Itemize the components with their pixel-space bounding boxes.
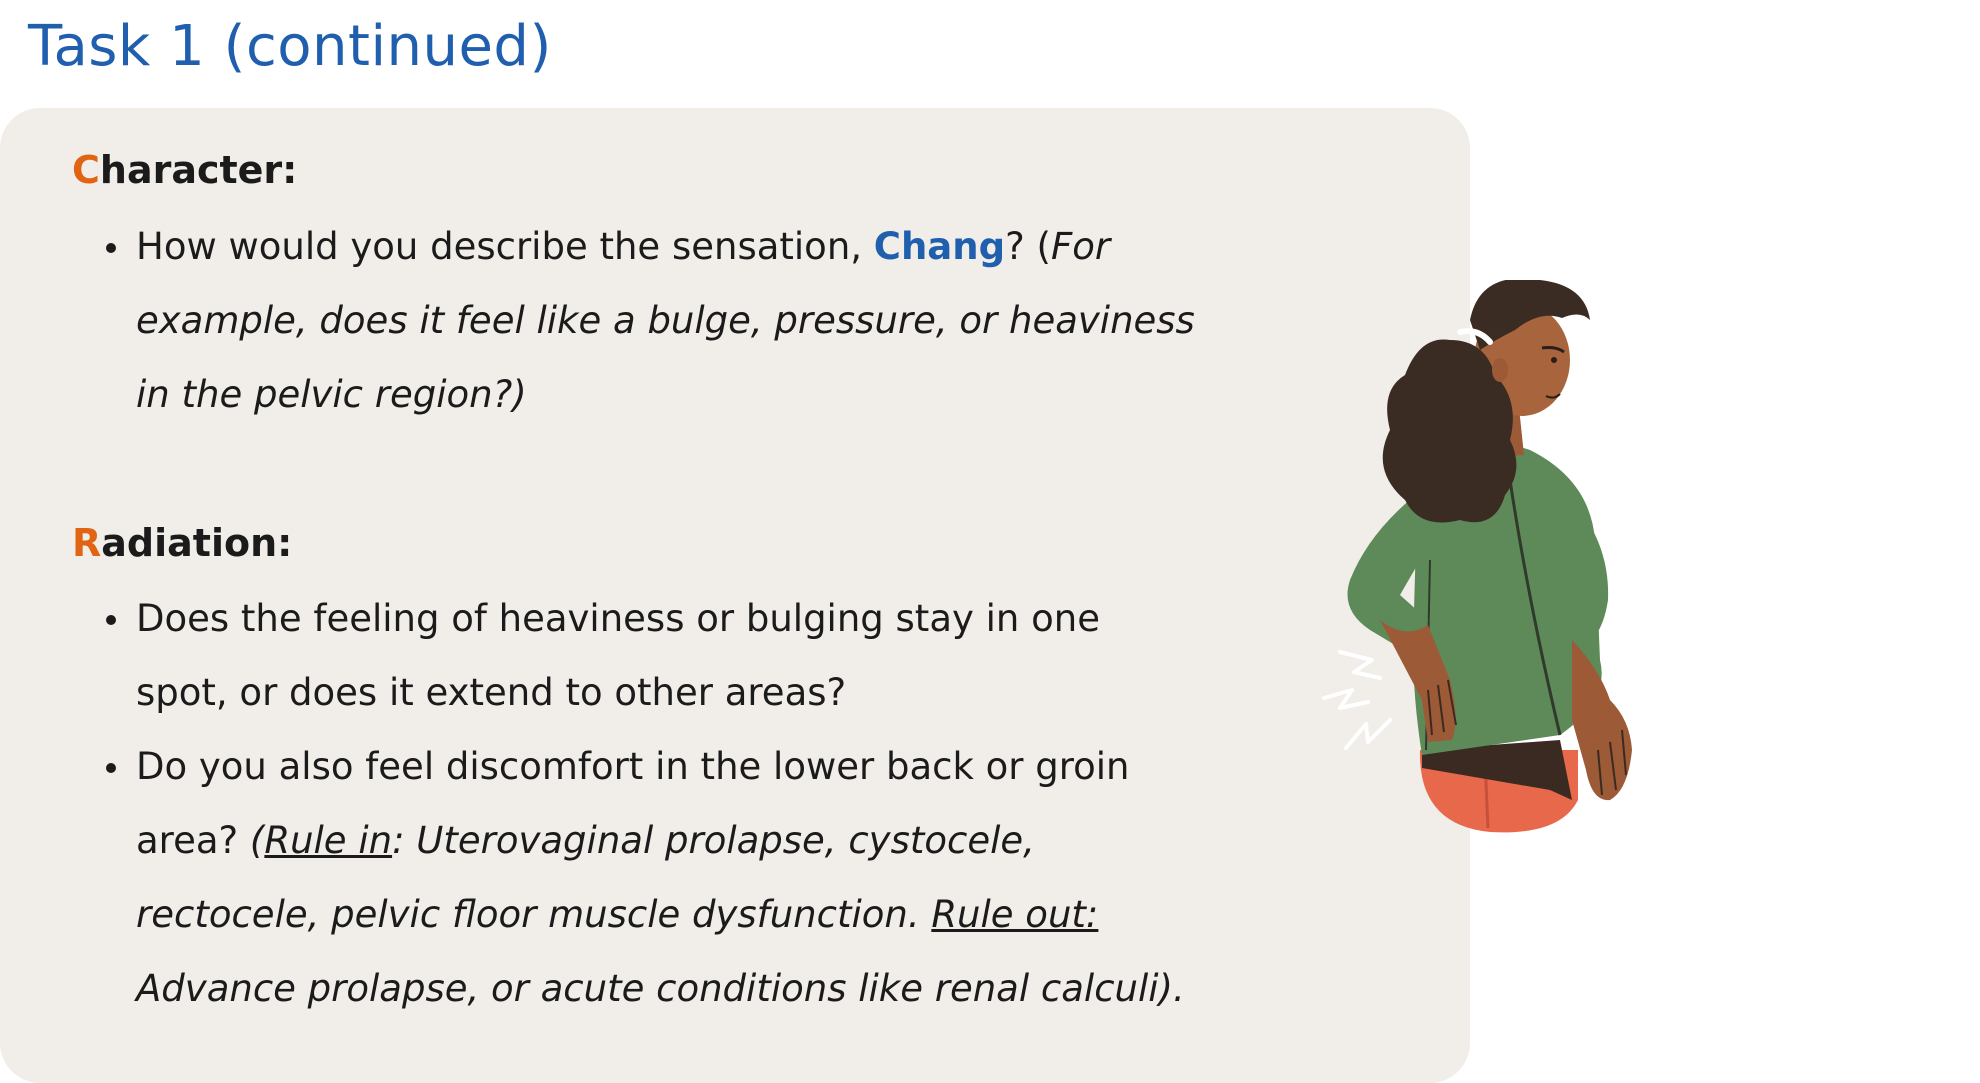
rule-paren: ( <box>249 819 265 862</box>
rule-in-label: Rule in <box>264 819 393 862</box>
radiation-question-2: Do you also feel discomfort in the lower back or groin area? <box>136 745 1130 862</box>
content-card <box>0 108 1470 1083</box>
patient-name: Chang <box>873 225 1006 268</box>
pain-spark-icon <box>1324 652 1390 748</box>
radiation-list <box>136 582 1186 1026</box>
radiation-heading <box>72 521 292 565</box>
rule-out-label: Rule out: <box>931 893 1099 936</box>
list-item <box>136 582 1136 730</box>
woman-back-pain-illustration <box>1310 280 1700 840</box>
character-example: For example, does it feel like a bulge, pressure, or heaviness in the pelvic region?) <box>136 225 1195 416</box>
page-title: Task 1 (continued) <box>28 14 552 79</box>
character-question-punct: ? ( <box>1005 225 1051 268</box>
radiation-heading-text: adiation: <box>101 521 293 565</box>
rule-in-text: : Uterovaginal prolapse, cystocele, rectocele, pelvic floor muscle dysfunction. <box>136 819 1035 936</box>
rule-out-text: Advance prolapse, or acute conditions like renal calculi). <box>136 967 1185 1010</box>
character-initial: C <box>72 148 100 192</box>
radiation-initial: R <box>72 521 102 565</box>
character-heading <box>72 148 297 192</box>
character-heading-text: haracter: <box>99 148 298 192</box>
list-item <box>136 730 1186 1026</box>
right-hand-shape <box>1572 640 1632 800</box>
character-question: How would you describe the sensation, <box>136 225 874 268</box>
character-list <box>136 210 1216 432</box>
list-item <box>136 210 1216 432</box>
radiation-question-1: Does the feeling of heaviness or bulging stay in one spot, or does it extend to other areas? <box>136 597 1100 714</box>
